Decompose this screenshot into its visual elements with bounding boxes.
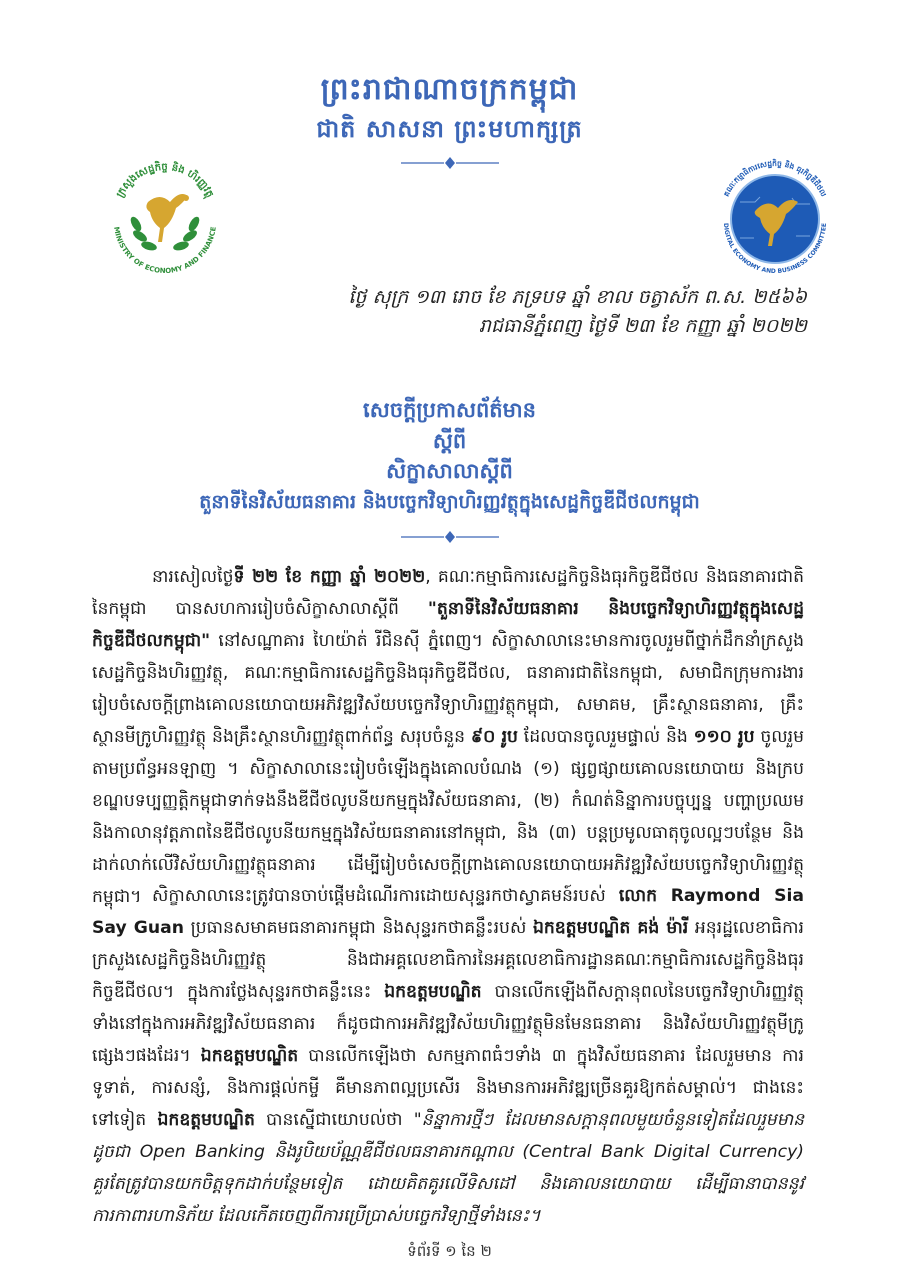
committee-name-km: គណៈកម្មាធិការសេដ្ឋកិច្ច និង ធុរកិច្ចឌីជីថល: [721, 158, 829, 199]
national-motto: ជាតិ សាសនា ព្រះមហាក្សត្រ: [316, 115, 583, 143]
ministry-name-km: ក្រសួងសេដ្ឋកិច្ច និង ហិរញ្ញវត្ថុ: [114, 161, 216, 200]
digital-economy-committee-logo: [710, 152, 840, 282]
lunar-date: ថ្ងៃ សុក្រ ១៣ រោច ខែ ភទ្របទ ឆ្នាំ ខាល ចត្វាស័ក ព.ស. ២៥៦៦: [348, 286, 807, 308]
ornament-divider-icon: [399, 156, 501, 170]
committee-name-en: DIGITAL ECONOMY AND BUSINESS COMMITTEE: [721, 222, 829, 276]
solar-date: រាជធានីភ្នំពេញ ថ្ងៃទី ២៣ ខែ កញ្ញា ឆ្នាំ ២០២២: [478, 315, 807, 337]
body-paragraph-2: សិក្ខាសាលានេះត្រូវបានចាប់ផ្ដើមដំណើរការដោយសុន្ទរកថាស្វាគមន៍របស់ លោក Raymond Sia Say Guan ប្រធានសមាគមធនាគារកម្ពុជា និងសុន្ទរកថាគន្លឹះរបស់ ឯកឧត្តមបណ្ឌិត គង់ ម៉ារី អនុរដ្ឋលេខាធិការក្រសួងសេដ្ឋកិច្ចនិងហិរញ្ញវត្ថុ និងជាអគ្គលេខាធិការនៃអគ្គលេខាធិការដ្ឋានគណៈកម្មាធិការសេដ្ឋកិច្ចនិងធុរកិច្ចឌីជីថល។ ក្នុងការថ្លែងសុន្ទរកថាគន្លឹះនេះ ឯកឧត្តមបណ្ឌិត បានលើកឡើងពីសក្ដានុពលនៃបច្ចេកវិទ្យាហិរញ្ញវត្ថុ ទាំងនៅក្នុងការអភិវឌ្ឍវិស័យធនាគារ ក៏ដូចជាការអភិវឌ្ឍវិស័យហិរញ្ញវត្ថុមិនមែនធនាគារ និងវិស័យហិរញ្ញវត្ថុមីក្រូផ្សេងៗផងដែរ។ ឯកឧត្តមបណ្ឌិត បានលើកឡើងថា សកម្មភាពធំៗទាំង ៣ ក្នុងវិស័យធនាគារ ដែលរួមមាន ការទូទាត់, ការសន្សំ, និងការផ្ដល់កម្ចី គឺមានភាពល្អប្រសើរ និងមានការអភិវឌ្ឍច្រើនគួរឱ្យកត់សម្គាល់។ ជាងនេះទៅទៀត ឯកឧត្តមបណ្ឌិត បានស្នើជាយោបល់ថា "និន្នាការថ្មីៗ ដែលមានសក្ដានុពលមួយចំនួនទៀតដែលរួមមាន ដូចជា Open Banking និងរូបិយប័ណ្ណឌីជីថលធនាគារកណ្ដាល (Central Bank Digital Currency) គួរតែត្រូវបានយកចិត្តទុកដាក់បន្ថែមទៀត ដោយគិតគូរលើទិសដៅ និងគោលនយោបាយ ដើម្បីធានាបាននូវការកាពារហានិភ័យ ដែលកើតចេញពីការប្រើប្រាស់បច្ចេកវិទ្យាថ្មីទាំងនេះ។: [92, 886, 804, 1226]
svg-text:ក្រសួងសេដ្ឋកិច្ច និង ហិរញ្ញវត្: [115, 160, 215, 200]
kingdom-heading: ព្រះរាជាណាចក្រកម្ពុជា: [320, 72, 579, 107]
body-paragraph-1: នារសៀលថ្ងៃទី ២២ ខែ កញ្ញា ឆ្នាំ ២០២២, គណៈកម្មាធិការសេដ្ឋកិច្ចនិងធុរកិច្ចឌីជីថល និងធនាគារជាតិនៃកម្ពុជា បានសហការរៀបចំសិក្ខាសាលាស្ដីពី "តួនាទីនៃវិស័យធនាគារ និងបច្ចេកវិទ្យាហិរញ្ញវត្ថុក្នុងសេដ្ឋកិច្ចឌីជីថលកម្ពុជា" នៅសណ្ឋាគារ ហៃយ៉ាត់ រីជិនស៊ី ភ្នំពេញ។ សិក្ខាសាលានេះមានការចូលរួមពីថ្នាក់ដឹកនាំក្រសួងសេដ្ឋកិច្ចនិងហិរញ្ញវត្ថុ, គណៈកម្មាធិការសេដ្ឋកិច្ចនិងធុរកិច្ចឌីជីថល, ធនាគារជាតិនៃកម្ពុជា, សមាជិកក្រុមការងាររៀបចំសេចក្ដីព្រាងគោលនយោបាយអភិវឌ្ឍវិស័យបច្ចេកវិទ្យាហិរញ្ញវត្ថុកម្ពុជា, សមាគម, គ្រឹះស្ថានធនាគារ, គ្រឹះស្ថានមីក្រូហិរញ្ញវត្ថុ និងគ្រឹះស្ថានហិរញ្ញវត្ថុពាក់ព័ន្ធ សរុបចំនួន ៩០ រូប ដែលបានចូលរួមផ្ទាល់ និង ១១០ រូប ចូលរួមតាមប្រព័ន្ធអនឡាញ ។ សិក្ខាសាលានេះរៀបចំឡើងក្នុងគោលបំណង (១) ផ្សព្វផ្សាយគោលនយោបាយ និងក្របខណ្ឌបទប្បញ្ញត្តិកម្ពុជាទាក់ទងនឹងឌីជីថលូបនីយកម្មក្នុងវិស័យធនាគារ, (២) កំណត់និន្នាការបច្ចុប្បន្ន បញ្ហាប្រឈម និងកាលានុវត្តភាពនៃឌីជីថលូបនីយកម្មក្នុងវិស័យធនាគារនៅកម្ពុជា, និង (៣) បន្តប្រមូលធាតុចូលល្អៗបន្ថែម និងដាក់លាក់លើវិស័យហិរញ្ញវត្ថុធនាគារ ដើម្បីរៀបចំសេចក្ដីព្រាងគោលនយោបាយអភិវឌ្ឍវិស័យបច្ចេកវិទ្យាហិរញ្ញវត្ថុកម្ពុជា។: [92, 567, 804, 907]
ornament-divider-icon: [399, 530, 501, 544]
page-number: ទំព័រទី ១ នៃ ២: [407, 1242, 492, 1260]
ministry-economy-finance-logo: [100, 152, 230, 282]
title-subject: តួនាទីនៃវិស័យធនាគារ និងបច្ចេកវិទ្យាហិរញ្ញវត្ថុក្នុងសេដ្ឋកិច្ចឌីជីថលកម្ពុជា: [199, 491, 700, 513]
title-workshop: សិក្ខាសាលាស្ដីពី: [386, 459, 513, 483]
press-release-title: សេចក្ដីប្រកាសព័ត៌មាន: [363, 398, 536, 422]
ministry-name-en: MINISTRY OF ECONOMY AND FINANCE: [112, 226, 218, 276]
svg-text:MINISTRY OF ECONOMY AND FINANC: [112, 226, 218, 275]
title-regarding: ស្ដីពី: [432, 429, 467, 453]
